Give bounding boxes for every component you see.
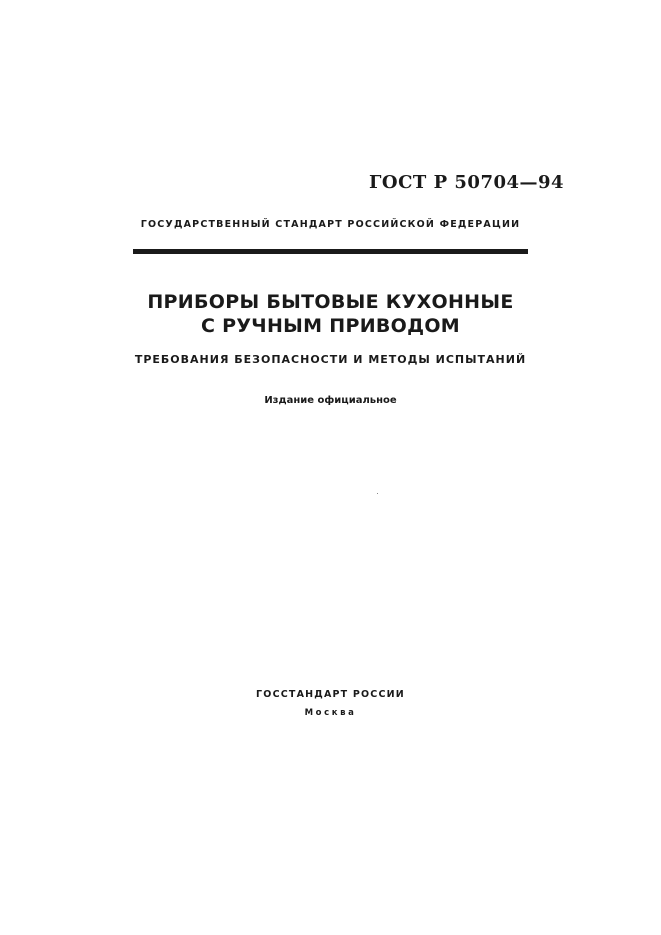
document-code: ГОСТ Р 50704—94 <box>369 172 565 193</box>
state-standard-heading: ГОСУДАРСТВЕННЫЙ СТАНДАРТ РОССИЙСКОЙ ФЕДЕРАЦИИ <box>140 219 521 230</box>
title-line-2: С РУЧНЫМ ПРИВОДОМ <box>200 315 461 337</box>
document-title <box>0 290 661 338</box>
document-subtitle: ТРЕБОВАНИЯ БЕЗОПАСНОСТИ И МЕТОДЫ ИСПЫТАНИЙ <box>134 353 527 366</box>
header-divider <box>133 249 528 254</box>
publisher: ГОССТАНДАРТ РОССИИ <box>256 689 405 700</box>
title-line-1: ПРИБОРЫ БЫТОВЫЕ КУХОННЫЕ <box>147 291 514 313</box>
scan-speck <box>377 493 378 494</box>
publication-city: Москва <box>304 708 357 718</box>
edition-note: Издание официальное <box>264 395 397 406</box>
